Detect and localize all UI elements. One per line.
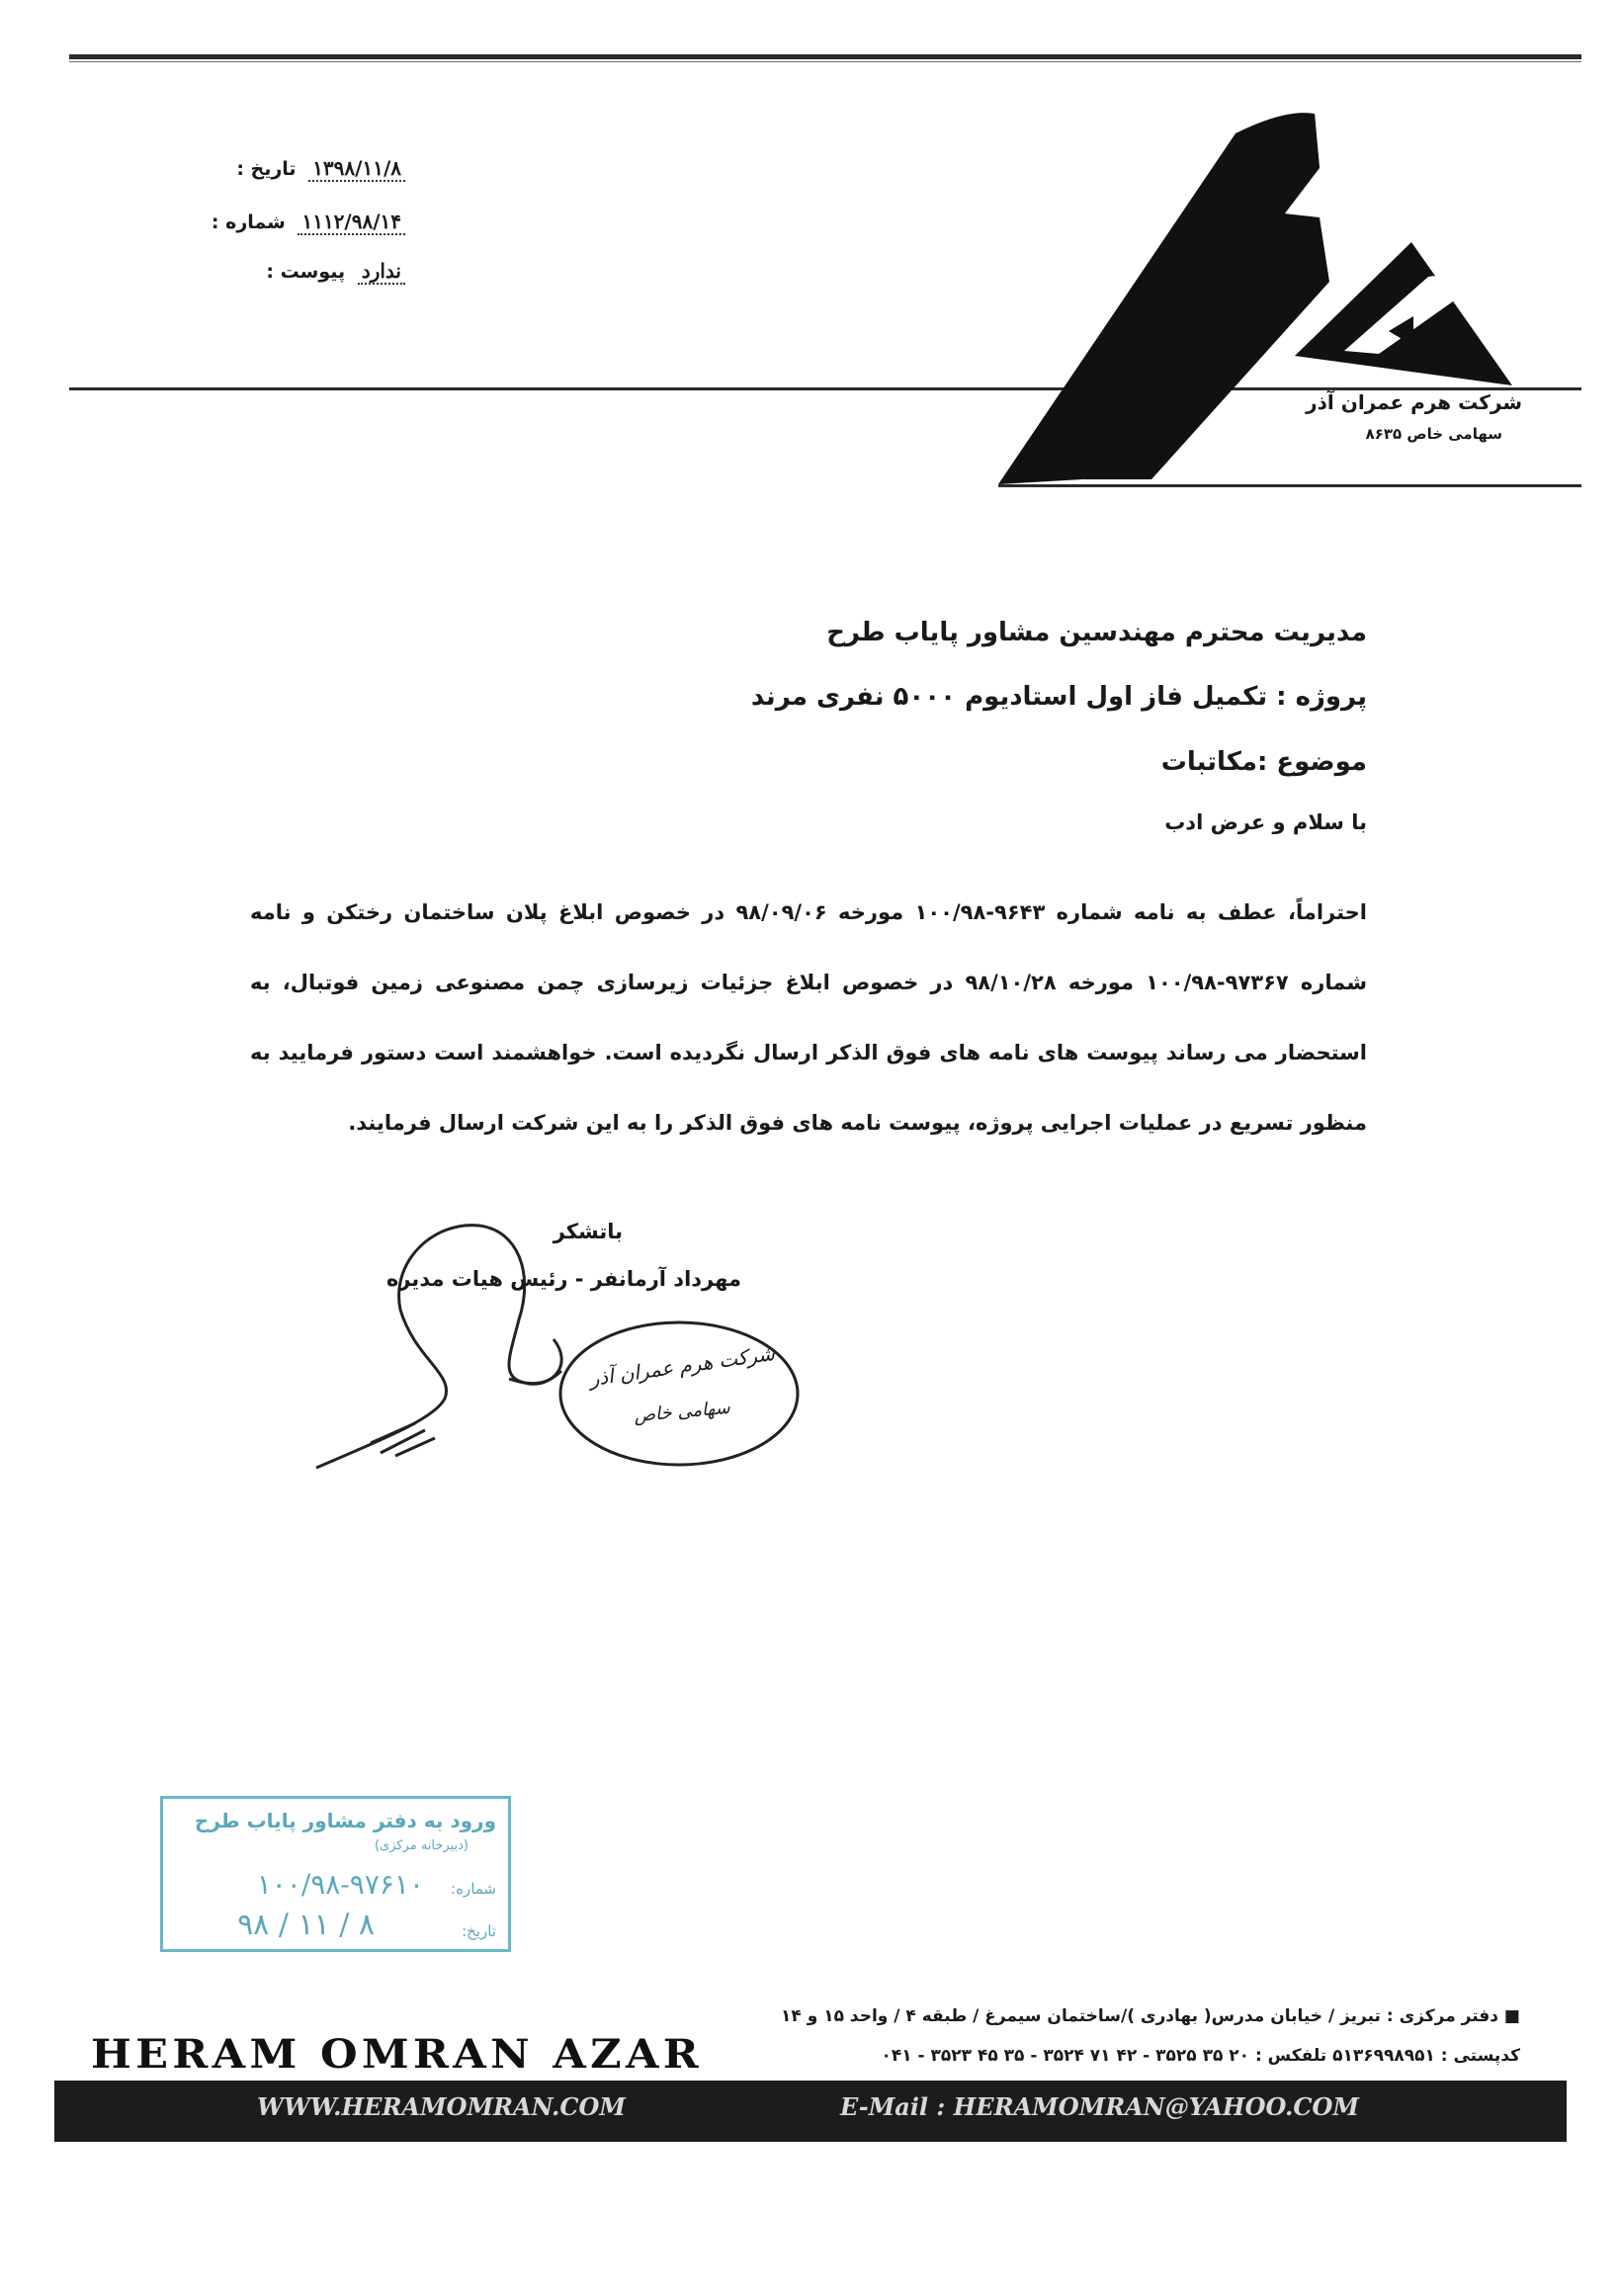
- receipt-number-label: شماره:: [451, 1880, 496, 1898]
- number-row: [79, 210, 405, 245]
- subject-line: موضوع :مکاتبات: [1160, 747, 1367, 777]
- signer-name: مهرداد آرمانفر - رئیس هیات مدیره: [385, 1267, 741, 1291]
- website-link[interactable]: WWW.HERAMOMRAN.COM: [257, 2092, 626, 2121]
- date-value: ۱۳۹۸/۱۱/۸: [308, 156, 405, 182]
- email-link[interactable]: E-Mail : HERAMOMRAN@YAHOO.COM: [840, 2092, 1359, 2121]
- company-seal: [554, 1315, 806, 1473]
- receipt-subtitle: (دبیرخانه مرکزی): [374, 1838, 469, 1853]
- company-registration: سهامی خاص ۸۶۳۵: [1365, 425, 1502, 443]
- footer-address: ■ دفتر مرکزی : تبریز / خیابان مدرس( بهادری )/ساختمان سیمرغ / طبقه ۴ / واحد ۱۵ و ۱۴: [781, 2006, 1520, 2026]
- letter-body: احتراماً، عطف به نامه شماره ۹۶۴۳-۱۰۰/۹۸ مورخه ۹۸/۰۹/۰۶ در خصوص ابلاغ پلان ساختمان رختکن و نامه شماره ۹۷۳۶۷-۱۰۰/۹۸ مورخه ۹۸/۱۰/۲۸ در خصوص ابلاغ جزئیات زیرسازی چمن مصنوعی زمین فوتبال، به استحضار می رساند پیوست های نامه های فوق الذکر ارسال نگردیده است. خواهشمند است دستور فرمایید به منظور تسریع در عملیات اجرایی پروژه، پیوست نامه های فوق الذکر را به این شرکت ارسال فرمایند.: [250, 900, 1367, 1135]
- attachment-row: [79, 259, 405, 295]
- footer-phones: کدپستی : ۵۱۳۶۹۹۸۹۵۱ تلفکس : ۲۰ ۳۵ ۳۵۲۵ - ۴۲ ۷۱ ۳۵۲۴ - ۳۵ ۴۵ ۳۵۲۳ - ۰۴۱: [881, 2046, 1520, 2066]
- receipt-date: ۹۸ / ۱۱ / ۸: [237, 1908, 375, 1942]
- greeting: با سلام و عرض ادب: [1164, 810, 1367, 834]
- date-row: [79, 156, 405, 192]
- date-label: تاریخ :: [236, 158, 297, 180]
- attachment-label: پیوست :: [266, 261, 346, 283]
- top-rule-thin: [69, 61, 1581, 62]
- top-rule: [69, 54, 1581, 59]
- number-value: ۱۱۱۲/۹۸/۱۴: [298, 210, 405, 235]
- number-label: شماره :: [211, 212, 286, 233]
- seal-line1: شرکت هرم عمران آذر: [587, 1340, 777, 1392]
- closing: باتشکر: [553, 1220, 623, 1243]
- project-line: پروژه : تکمیل فاز اول استادیوم ۵۰۰۰ نفری مرند: [750, 682, 1367, 712]
- seal-line2: سهامی خاص: [633, 1397, 731, 1427]
- company-name: شرکت هرم عمران آذر: [1306, 390, 1522, 414]
- receipt-number: ۱۰۰/۹۸-۹۷۶۱۰: [256, 1868, 424, 1901]
- attachment-value: ندارد: [358, 259, 405, 285]
- receipt-title: ورود به دفتر مشاور پایاب طرح: [194, 1809, 496, 1832]
- receipt-stamp: [160, 1796, 511, 1952]
- receipt-date-label: تاریخ:: [462, 1922, 496, 1940]
- recipient-line: مدیریت محترم مهندسین مشاور پایاب طرح: [826, 618, 1367, 647]
- brand-wordmark: HERAM OMRAN AZAR: [91, 2031, 704, 2078]
